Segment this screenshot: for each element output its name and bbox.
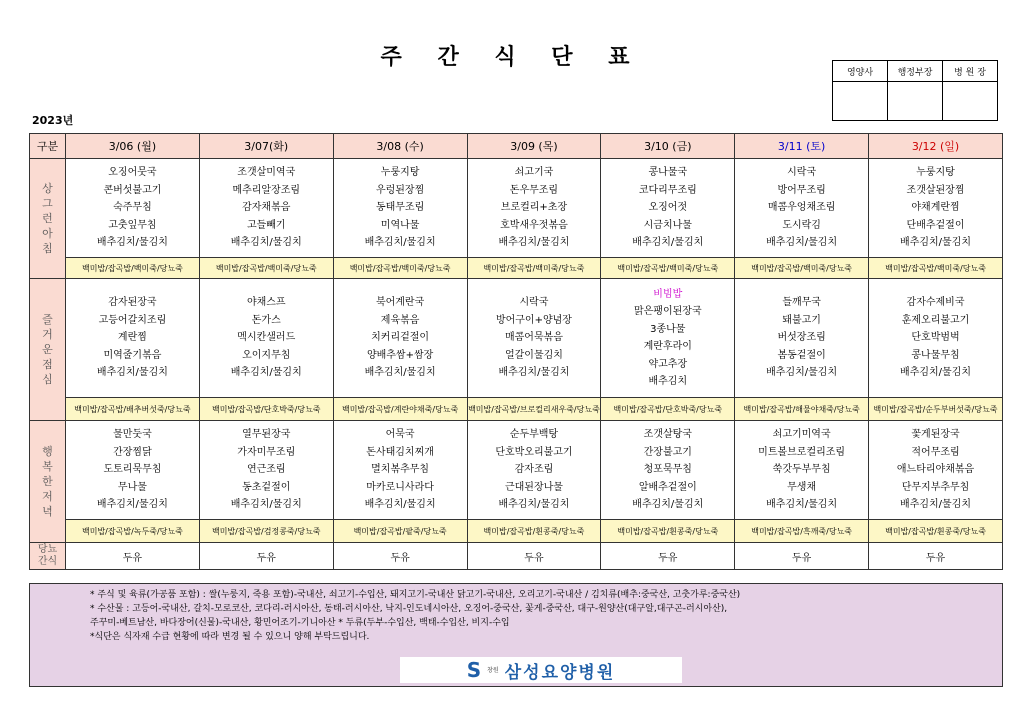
snack-cell: 두유 xyxy=(66,543,200,570)
rice-options: 백미밥/잡곡밥/흑깨죽/당뇨죽 xyxy=(735,520,869,543)
rice-options: 백미밥/잡곡밥/백미죽/당뇨죽 xyxy=(869,258,1003,279)
snack-row xyxy=(30,543,1003,570)
approval-box xyxy=(832,60,998,121)
rice-options: 백미밥/잡곡밥/백미죽/당뇨죽 xyxy=(333,258,467,279)
menu-item: 야채스프 xyxy=(246,297,286,309)
snack-label: 당뇨 간식 xyxy=(30,543,66,570)
rice-options: 백미밥/잡곡밥/팥죽/당뇨죽 xyxy=(333,520,467,543)
menu-cell xyxy=(66,421,200,520)
breakfast-label: 상 그 런 아 침 xyxy=(30,159,66,279)
menu-cell xyxy=(869,159,1003,258)
menu-item: 간장찜닭 xyxy=(113,446,152,458)
hospital-logo xyxy=(400,657,682,683)
menu-cell xyxy=(333,159,467,258)
menu-cell xyxy=(199,421,333,520)
menu-item: 야채계란찜 xyxy=(911,202,960,214)
menu-item: 꽃게된장국 xyxy=(911,429,960,441)
rice-options: 백미밥/잡곡밥/배추버섯죽/당뇨죽 xyxy=(66,398,200,421)
menu-item: 들깨무국 xyxy=(782,297,821,309)
dinner-rice-row xyxy=(30,520,1003,543)
menu-item: 북어계란국 xyxy=(375,297,425,309)
menu-item: 배추김치/물김치 xyxy=(498,237,570,249)
rice-options: 백미밥/잡곡밥/계란야채죽/당뇨죽 xyxy=(333,398,467,421)
menu-item: 훈제오리불고기 xyxy=(901,314,970,326)
dinner-row xyxy=(30,421,1003,520)
approval-director-label: 병 원 장 xyxy=(943,61,998,82)
snack-cell: 두유 xyxy=(333,543,467,570)
menu-item: 콘버섯불고기 xyxy=(103,184,162,196)
menu-item: 청포묵무침 xyxy=(643,464,692,476)
menu-item: 시락국 xyxy=(519,297,549,309)
menu-item: 우렁된장찜 xyxy=(375,184,425,196)
menu-item: 호박새우젓볶음 xyxy=(500,219,568,231)
menu-item: 동태무조림 xyxy=(375,202,425,214)
menu-item: 방어무조림 xyxy=(777,184,826,196)
menu-item: 고들빼기 xyxy=(246,219,286,231)
approval-dietitian-sign xyxy=(833,82,888,121)
menu-item: 감자된장국 xyxy=(108,297,157,309)
rice-options: 백미밥/잡곡밥/흰콩죽/당뇨죽 xyxy=(601,520,735,543)
day-header: 3/07(화) xyxy=(199,134,333,159)
menu-item: 숙주무침 xyxy=(113,202,152,214)
rice-options: 백미밥/잡곡밥/흰콩죽/당뇨죽 xyxy=(467,520,601,543)
menu-item: 감자채볶음 xyxy=(242,202,291,214)
menu-item: 얼갈이물김치 xyxy=(504,349,563,361)
menu-item: 쇠고기미역국 xyxy=(772,429,831,441)
menu-item: 단호박오리불고기 xyxy=(495,446,573,458)
lunch-rice-row xyxy=(30,398,1003,421)
menu-item: 조갯살된장찜 xyxy=(906,184,965,196)
snack-cell: 두유 xyxy=(199,543,333,570)
menu-item: 순두부백탕 xyxy=(509,429,559,441)
approval-admin-sign xyxy=(888,82,943,121)
menu-cell xyxy=(66,159,200,258)
menu-item: 배추김치/물김치 xyxy=(632,237,704,249)
menu-cell xyxy=(66,279,200,398)
menu-item: 미역나물 xyxy=(380,219,420,231)
menu-item: 브로컬리+초장 xyxy=(500,202,568,214)
snack-cell: 두유 xyxy=(869,543,1003,570)
dinner-label: 행 복 한 저 녁 xyxy=(30,421,66,543)
menu-item: 배추김치/물김치 xyxy=(766,499,838,511)
menu-item: 배추김치/물김치 xyxy=(96,237,168,249)
menu-item: 치커리겉절이 xyxy=(371,332,430,344)
menu-item: 배추김치/물김치 xyxy=(96,367,168,379)
menu-item: 배추김치/물김치 xyxy=(766,237,838,249)
menu-item: 돈가스 xyxy=(251,314,281,326)
menu-item: 콩나물무침 xyxy=(911,349,960,361)
menu-item: 배추김치/물김치 xyxy=(96,499,168,511)
menu-item: 배추김치/물김치 xyxy=(230,367,302,379)
menu-item: 마카로니사라다 xyxy=(366,481,434,493)
menu-item: 조갯살탕국 xyxy=(643,429,692,441)
menu-cell xyxy=(333,279,467,398)
origin-notes xyxy=(90,588,740,644)
rice-options: 백미밥/잡곡밥/백미죽/당뇨죽 xyxy=(735,258,869,279)
menu-item: 배추김치/물김치 xyxy=(900,367,972,379)
lunch-label: 즐 거 운 점 심 xyxy=(30,279,66,421)
menu-item: 콩나물국 xyxy=(648,167,688,179)
header-row xyxy=(30,134,1003,159)
rice-options: 백미밥/잡곡밥/검정콩죽/당뇨죽 xyxy=(199,520,333,543)
menu-item: 가자미무조림 xyxy=(237,446,296,458)
rice-options: 백미밥/잡곡밥/흰콩죽/당뇨죽 xyxy=(869,520,1003,543)
menu-cell xyxy=(199,279,333,398)
approval-admin-label: 행정부장 xyxy=(888,61,943,82)
menu-item: 적어무조림 xyxy=(911,446,960,458)
menu-item: 배추김치/물김치 xyxy=(498,499,570,511)
menu-item: 단배추겉절이 xyxy=(906,219,965,231)
rice-options: 백미밥/잡곡밥/백미죽/당뇨죽 xyxy=(199,258,333,279)
approval-director-sign xyxy=(943,82,998,121)
menu-item: 단무지부추무침 xyxy=(901,481,970,493)
menu-item: 맑은팽이된장국 xyxy=(633,306,702,317)
menu-cell xyxy=(735,421,869,520)
menu-item: 동초겉절이 xyxy=(242,481,291,493)
menu-item: 감자조림 xyxy=(514,464,554,476)
menu-table xyxy=(29,133,1003,570)
rice-options: 백미밥/잡곡밥/순두부버섯죽/당뇨죽 xyxy=(869,398,1003,421)
menu-item: 방어구이+양념장 xyxy=(495,314,572,326)
year-label: 2023년 xyxy=(32,114,74,127)
menu-cell xyxy=(199,159,333,258)
menu-item: 오이지무침 xyxy=(242,349,291,361)
menu-item: 메추리알장조림 xyxy=(232,184,301,196)
header-label: 구분 xyxy=(30,134,66,159)
menu-item: 열무된장국 xyxy=(242,429,291,441)
menu-item: 배추김치/물김치 xyxy=(498,367,570,379)
menu-cell xyxy=(735,159,869,258)
menu-item: 무생채 xyxy=(787,481,817,493)
menu-cell xyxy=(467,421,601,520)
menu-item: 쑥갓두부무침 xyxy=(772,464,831,476)
note-line: * 주식 및 육류(가공품 포함) : 쌀(누룽지, 죽용 포함)-국내산, 쇠고기-수입산, 돼지고기-국내산 닭고기-국내산, 오리고기-국내산 / 김치류(배추:중국산, 고춧가루:중국산) xyxy=(90,590,741,600)
menu-item: 약고추장 xyxy=(648,358,688,370)
menu-item: 도시락김 xyxy=(782,219,821,231)
menu-item: 감자수제비국 xyxy=(906,297,965,309)
menu-item: 배추김치 xyxy=(648,376,688,387)
approval-dietitian-label: 영양사 xyxy=(833,61,888,82)
menu-item: 알배추겉절이 xyxy=(638,481,697,493)
menu-item: 근대된장나물 xyxy=(504,481,563,493)
menu-item: 물만둣국 xyxy=(113,429,152,441)
page-title: 주 간 식 단 표 xyxy=(380,45,644,70)
menu-cell xyxy=(869,279,1003,398)
menu-item: 배추김치/물김치 xyxy=(230,499,302,511)
note-line: *식단은 식자재 수급 현황에 따라 변경 될 수 있으니 양해 부탁드립니다. xyxy=(90,632,370,642)
menu-item: 배추김치/물김치 xyxy=(632,499,704,511)
menu-item: 연근조림 xyxy=(246,464,286,476)
menu-item: 비빔밥 xyxy=(653,288,683,300)
menu-item: 배추김치/물김치 xyxy=(364,237,436,249)
menu-item: 누룽지탕 xyxy=(916,167,955,179)
menu-item: 배추김치/물김치 xyxy=(230,237,302,249)
menu-cell xyxy=(601,421,735,520)
menu-item: 매콤우엉채조림 xyxy=(767,202,836,214)
menu-item: 계란후라이 xyxy=(643,341,692,352)
rice-options: 백미밥/잡곡밥/단호박죽/당뇨죽 xyxy=(199,398,333,421)
snack-cell: 두유 xyxy=(601,543,735,570)
menu-cell xyxy=(467,279,601,398)
menu-item: 누룽지탕 xyxy=(380,167,420,179)
menu-item: 3종나물 xyxy=(650,323,686,335)
menu-item: 시금치나물 xyxy=(643,219,692,231)
rice-options: 백미밥/잡곡밥/단호박죽/당뇨죽 xyxy=(601,398,735,421)
snack-cell: 두유 xyxy=(467,543,601,570)
menu-cell xyxy=(869,421,1003,520)
breakfast-rice-row xyxy=(30,258,1003,279)
menu-item: 돼불고기 xyxy=(782,314,821,326)
menu-item: 미역줄기볶음 xyxy=(103,349,162,361)
menu-item: 코다리무조림 xyxy=(638,184,697,196)
menu-item: 오징어뭇국 xyxy=(108,167,157,179)
day-header: 3/08 (수) xyxy=(333,134,467,159)
menu-item: 시락국 xyxy=(787,167,817,179)
rice-options: 백미밥/잡곡밥/해물야채죽/당뇨죽 xyxy=(735,398,869,421)
snack-cell: 두유 xyxy=(735,543,869,570)
menu-item: 버섯장조림 xyxy=(777,332,826,344)
menu-item: 쇠고기국 xyxy=(514,167,554,179)
menu-item: 멸치볶추무침 xyxy=(371,464,430,476)
logo-hospital-name: 삼성요양병원 xyxy=(504,662,616,683)
menu-item: 배추김치/물김치 xyxy=(364,367,436,379)
logo-s-icon: S xyxy=(466,658,482,682)
day-header-saturday: 3/11 (토) xyxy=(735,134,869,159)
day-header: 3/06 (월) xyxy=(66,134,200,159)
menu-item: 조갯살미역국 xyxy=(237,167,296,179)
menu-item: 멕시칸샐러드 xyxy=(237,332,296,344)
menu-item: 매콤어묵볶음 xyxy=(504,332,563,344)
menu-item: 애느타리야채볶음 xyxy=(896,464,975,476)
day-header-sunday: 3/12 (일) xyxy=(869,134,1003,159)
menu-item: 배추김치/물김치 xyxy=(364,499,436,511)
menu-item: 고등어갈치조림 xyxy=(98,314,167,326)
menu-item: 양배추쌈+쌈장 xyxy=(366,349,434,361)
note-line: 주꾸미-베트남산, 바다장어(신물)-국내산, 황민어조기-기니아산 * 두류(두부-수입산, 백태-수입산, 비지-수입 xyxy=(90,618,510,628)
menu-item: 오징어젓 xyxy=(648,202,688,214)
menu-item: 제육볶음 xyxy=(380,314,420,326)
rice-options: 백미밥/잡곡밥/녹두죽/당뇨죽 xyxy=(66,520,200,543)
menu-item: 단호박범벅 xyxy=(911,332,960,344)
menu-item: 무나물 xyxy=(117,481,147,493)
lunch-row xyxy=(30,279,1003,398)
menu-cell xyxy=(333,421,467,520)
logo-small-text: 창원 xyxy=(487,666,499,674)
day-header: 3/09 (목) xyxy=(467,134,601,159)
rice-options: 백미밥/잡곡밥/브로컬리새우죽/당뇨죽 xyxy=(467,398,601,421)
menu-item: 계란찜 xyxy=(117,332,147,344)
menu-item: 돈우무조림 xyxy=(509,184,559,196)
rice-options: 백미밥/잡곡밥/백미죽/당뇨죽 xyxy=(601,258,735,279)
breakfast-row xyxy=(30,159,1003,258)
menu-item: 미트볼브로컬리조림 xyxy=(758,446,846,458)
footer-notes-panel xyxy=(29,583,1003,687)
menu-item: 고춧잎무침 xyxy=(108,219,157,231)
menu-item: 어묵국 xyxy=(385,429,415,441)
menu-item: 돈사태김치찌개 xyxy=(366,446,434,458)
rice-options: 백미밥/잡곡밥/백미죽/당뇨죽 xyxy=(467,258,601,279)
menu-item: 배추김치/물김치 xyxy=(900,237,972,249)
menu-cell xyxy=(601,279,735,398)
menu-item: 봄동겉절이 xyxy=(777,349,826,361)
day-header: 3/10 (금) xyxy=(601,134,735,159)
menu-item: 도토리묵무침 xyxy=(103,464,162,476)
menu-cell xyxy=(467,159,601,258)
menu-cell xyxy=(735,279,869,398)
menu-item: 간장불고기 xyxy=(643,446,692,458)
note-line: * 수산물 : 고등어-국내산, 갈치-모로코산, 코다리-러시아산, 동태-러시아산, 낙지-인도네시아산, 오징어-중국산, 꽃게-중국산, 대구-원양산(대구알,대구곤-러시아산), xyxy=(90,604,728,614)
menu-cell xyxy=(601,159,735,258)
rice-options: 백미밥/잡곡밥/백미죽/당뇨죽 xyxy=(66,258,200,279)
menu-item: 배추김치/물김치 xyxy=(766,367,838,379)
menu-item: 배추김치/물김치 xyxy=(900,499,972,511)
